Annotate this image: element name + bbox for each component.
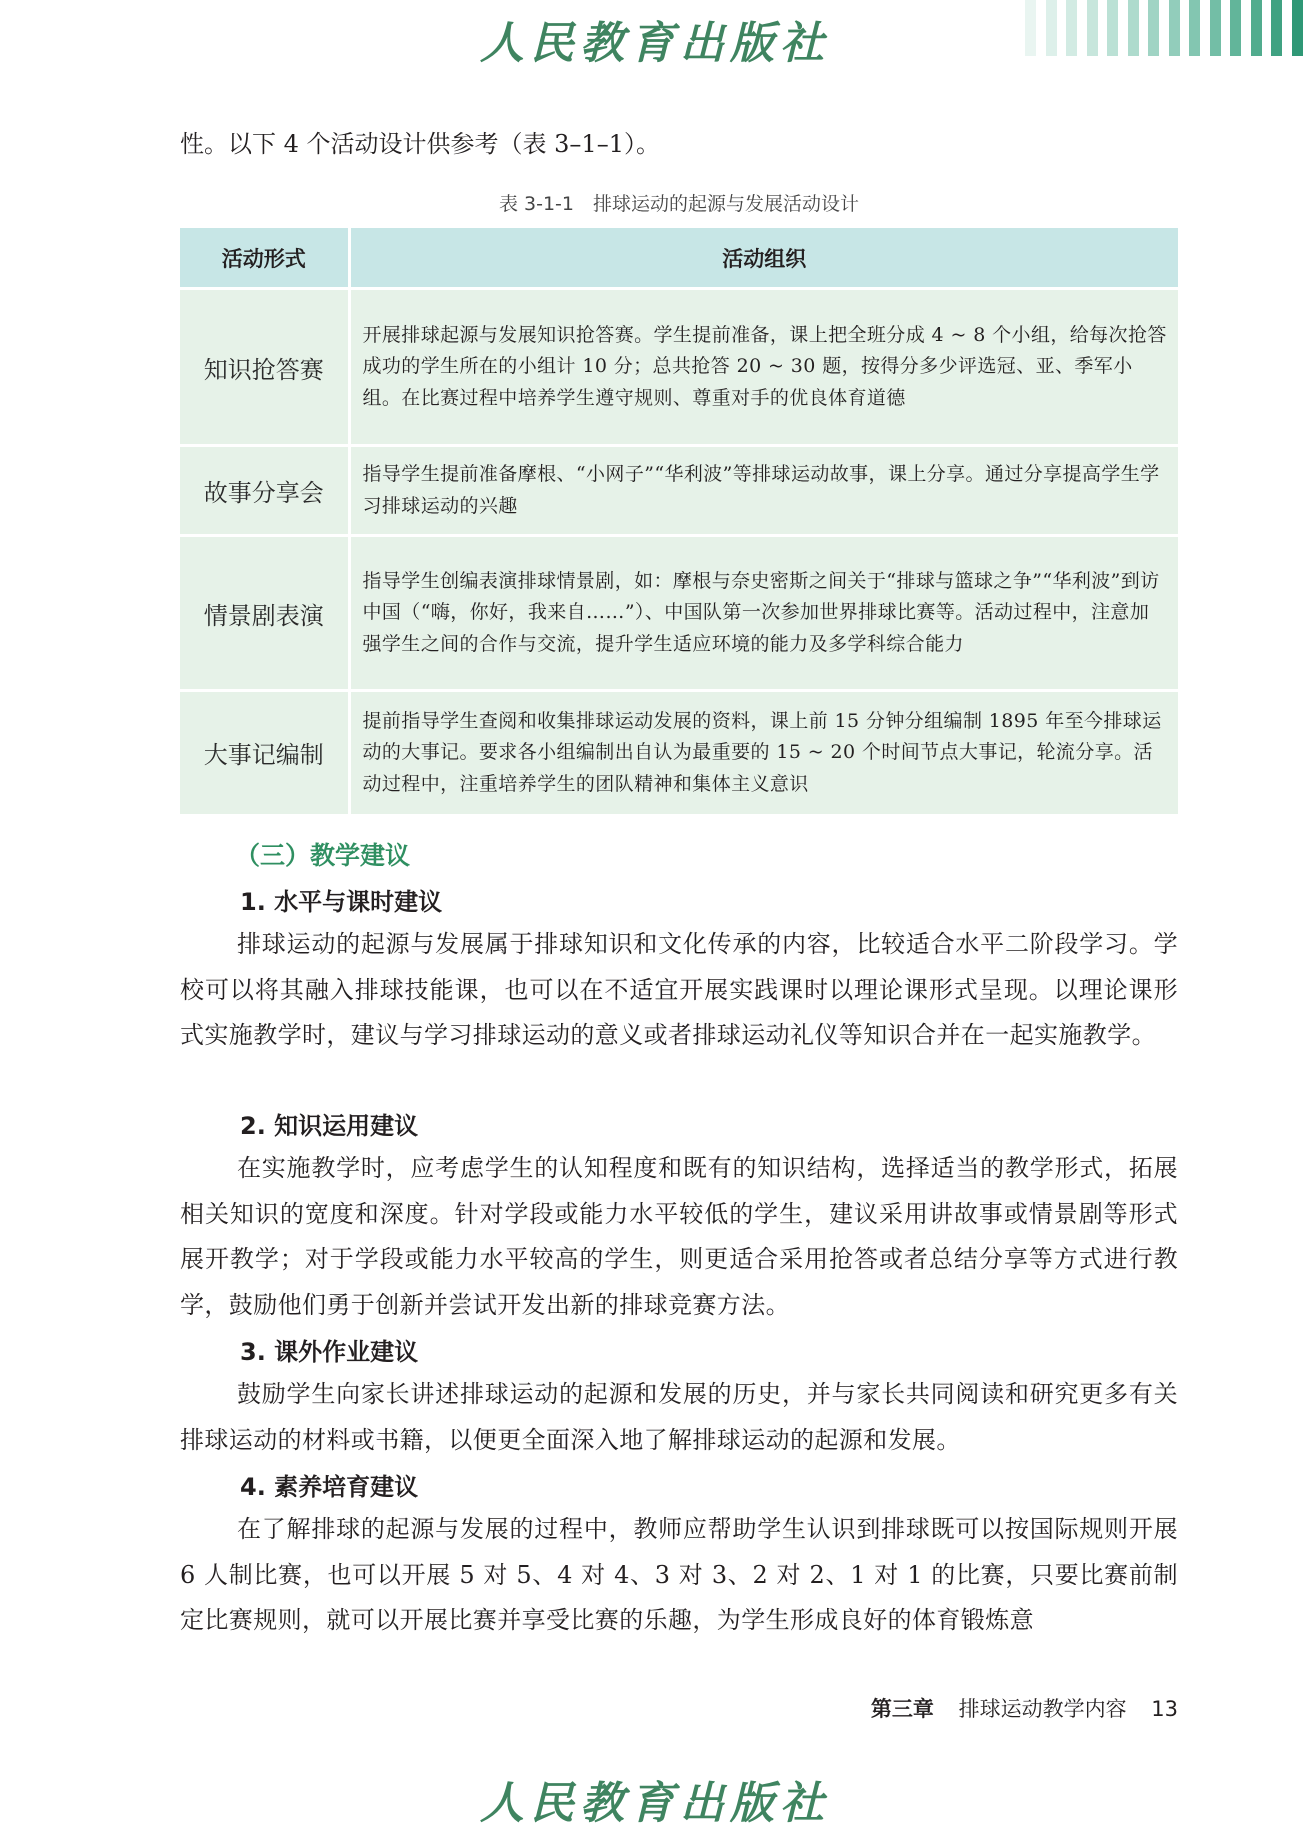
header-activity-form: 活动形式: [180, 228, 349, 289]
subsection-heading: 3. 课外作业建议: [240, 1338, 419, 1366]
header-stripe: [1128, 0, 1139, 56]
page-footer: [871, 1693, 1178, 1723]
header-stripe: [1025, 0, 1036, 56]
chapter-label: 第三章: [870, 1697, 934, 1721]
activity-form-cell: 知识抢答赛: [180, 289, 349, 446]
activity-form-cell: 大事记编制: [180, 691, 349, 814]
activity-organization-cell: 提前指导学生查阅和收集排球运动发展的资料，课上前 15 分钟分组编制 1895 年至今排球运动的大事记。要求各小组编制出自认为最重要的 15 ~ 20 个时间节点大事记，轮流分享。活动过程中，注重培养学生的团队精神和集体主义意识: [349, 691, 1178, 814]
lead-text: 性。以下 4 个活动设计供参考（表 3–1–1）。: [180, 130, 660, 158]
table-row: [180, 289, 1178, 446]
table-row: [180, 536, 1178, 691]
header-stripe: [1210, 0, 1221, 56]
paragraph: 在实施教学时，应考虑学生的认知程度和既有的知识结构，选择适当的教学形式，拓展相关知识的宽度和深度。针对学段或能力水平较低的学生，建议采用讲故事或情景剧等形式展开教学；对于学段或能力水平较高的学生，则更适合采用抢答或者总结分享等方式进行教学，鼓励他们勇于创新并尝试开发出新的排球竞赛方法。: [180, 1154, 1178, 1319]
header-stripe: [1271, 0, 1282, 56]
activity-organization-cell: 指导学生提前准备摩根、“小网子”“华利波”等排球运动故事，课上分享。通过分享提高学生学习排球运动的兴趣: [349, 446, 1178, 536]
header-stripe: [1107, 0, 1118, 56]
subsection-heading: 1. 水平与课时建议: [240, 888, 443, 916]
header-stripe: [1251, 0, 1262, 56]
table-caption: 表 3-1-1 排球运动的起源与发展活动设计: [498, 193, 860, 215]
paragraph: 在了解排球的起源与发展的过程中，教师应帮助学生认识到排球既可以按国际规则开展 6 人制比赛，也可以开展 5 对 5、4 对 4、3 对 3、2 对 2、1 对 1 的比赛，只要比赛前制定比赛规则，就可以开展比赛并享受比赛的乐趣，为学生形成良好的体育锻炼意: [180, 1515, 1178, 1634]
chapter-title: 排球运动教学内容: [958, 1697, 1127, 1721]
subsection-heading: 4. 素养培育建议: [240, 1473, 419, 1501]
activity-table: [180, 228, 1178, 814]
subsection-heading: 2. 知识运用建议: [240, 1112, 419, 1140]
activity-form-cell: 情景剧表演: [180, 536, 349, 691]
header-stripe: [1230, 0, 1241, 56]
section-title: （三）教学建议: [235, 841, 411, 870]
paragraph: 鼓励学生向家长讲述排球运动的起源和发展的历史，并与家长共同阅读和研究更多有关排球运动的材料或书籍，以便更全面深入地了解排球运动的起源和发展。: [180, 1380, 1178, 1454]
paragraph: 排球运动的起源与发展属于排球知识和文化传承的内容，比较适合水平二阶段学习。学校可以将其融入排球技能课，也可以在不适宜开展实践课时以理论课形式呈现。以理论课形式实施教学时，建议与学习排球运动的意义或者排球运动礼仪等知识合并在一起实施教学。: [180, 930, 1178, 1049]
header-activity-organization: 活动组织: [349, 228, 1178, 289]
table-row: [180, 691, 1178, 814]
header-stripe: [1189, 0, 1200, 56]
activity-organization-cell: 指导学生创编表演排球情景剧，如：摩根与奈史密斯之间关于“排球与篮球之争”“华利波”到访中国（“嗨，你好，我来自……”）、中国队第一次参加世界排球比赛等。活动过程中，注意加强学生之间的合作与交流，提升学生适应环境的能力及多学科综合能力: [349, 536, 1178, 691]
page-number: 13: [1151, 1697, 1178, 1721]
publisher-logo-bottom: 人民教育出版社: [480, 1778, 830, 1829]
header-stripes: [1025, 0, 1303, 56]
table-header-row: [180, 228, 1178, 289]
header-stripe: [1292, 0, 1303, 56]
header-stripe: [1046, 0, 1057, 56]
activity-organization-cell: 开展排球起源与发展知识抢答赛。学生提前准备，课上把全班分成 4 ~ 8 个小组，给每次抢答成功的学生所在的小组计 10 分；总共抢答 20 ~ 30 题，按得分多少评选冠、亚、季军小组。在比赛过程中培养学生遵守规则、尊重对手的优良体育道德: [349, 289, 1178, 446]
activity-form-cell: 故事分享会: [180, 446, 349, 536]
publisher-logo-top: 人民教育出版社: [480, 18, 830, 69]
header-stripe: [1169, 0, 1180, 56]
header-stripe: [1148, 0, 1159, 56]
header-stripe: [1087, 0, 1098, 56]
header-stripe: [1066, 0, 1077, 56]
table-row: [180, 446, 1178, 536]
